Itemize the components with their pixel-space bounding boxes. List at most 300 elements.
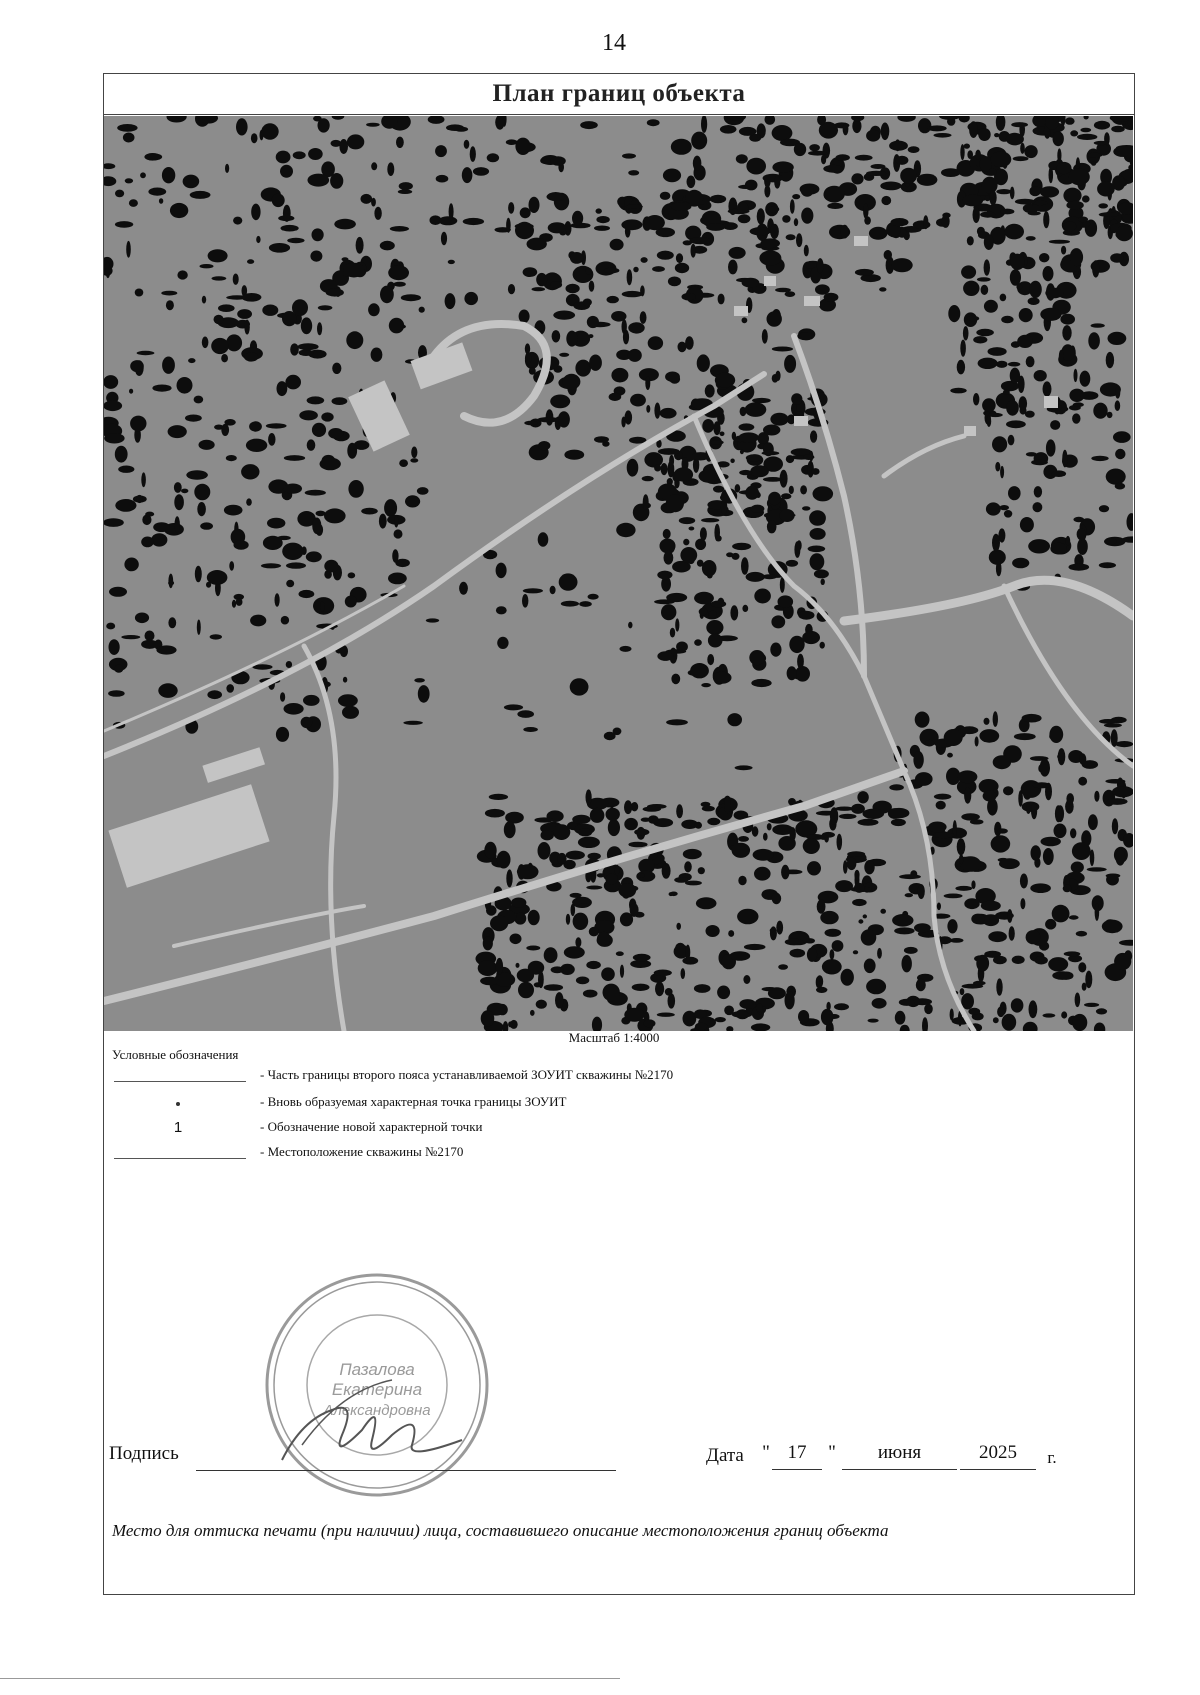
- vegetation-patch: [211, 338, 229, 354]
- vegetation-patch: [118, 466, 134, 473]
- vegetation-patch: [754, 589, 771, 604]
- vegetation-patch: [464, 140, 470, 149]
- vegetation-patch: [129, 199, 138, 207]
- vegetation-patch: [200, 264, 214, 268]
- vegetation-patch: [448, 260, 455, 264]
- vegetation-patch: [772, 125, 793, 141]
- vegetation-patch: [835, 807, 854, 811]
- vegetation-patch: [984, 718, 990, 725]
- vegetation-patch: [439, 216, 458, 225]
- vegetation-patch: [770, 413, 788, 426]
- vegetation-patch: [729, 247, 746, 259]
- vegetation-patch: [583, 990, 598, 998]
- vegetation-patch: [326, 288, 344, 296]
- vegetation-patch: [1017, 335, 1033, 348]
- vegetation-patch: [1013, 156, 1029, 161]
- vegetation-patch: [256, 236, 260, 243]
- vegetation-patch: [305, 490, 326, 496]
- vegetation-patch: [728, 930, 734, 937]
- vegetation-patch: [490, 915, 508, 931]
- vegetation-patch: [866, 171, 886, 176]
- vegetation-patch: [670, 628, 675, 638]
- vegetation-patch: [884, 250, 892, 260]
- vegetation-patch: [1054, 824, 1067, 839]
- vegetation-patch: [1070, 248, 1083, 266]
- vegetation-patch: [813, 486, 834, 501]
- vegetation-patch: [550, 156, 565, 165]
- signature-label: Подпись: [109, 1443, 179, 1464]
- vegetation-patch: [177, 377, 193, 394]
- vegetation-patch: [537, 417, 559, 422]
- vegetation-patch: [250, 615, 266, 627]
- vegetation-patch: [866, 130, 880, 142]
- vegetation-patch: [993, 1017, 999, 1023]
- vegetation-patch: [564, 450, 584, 460]
- vegetation-patch: [559, 353, 569, 357]
- vegetation-patch: [380, 286, 394, 304]
- vegetation-patch: [648, 815, 659, 823]
- vegetation-patch: [517, 864, 539, 879]
- vegetation-patch: [1003, 786, 1013, 795]
- vegetation-patch: [969, 121, 978, 138]
- vegetation-patch: [588, 334, 593, 338]
- vegetation-patch: [891, 819, 906, 826]
- date-month: июня: [877, 1442, 922, 1463]
- vegetation-patch: [933, 832, 954, 838]
- vegetation-patch: [141, 472, 146, 487]
- vegetation-patch: [1018, 790, 1023, 806]
- vegetation-patch: [1010, 187, 1015, 200]
- vegetation-patch: [640, 311, 647, 324]
- vegetation-patch: [963, 326, 969, 340]
- vegetation-patch: [301, 317, 312, 334]
- vegetation-patch: [984, 300, 998, 313]
- vegetation-patch: [538, 441, 550, 450]
- vegetation-patch: [1097, 181, 1115, 196]
- vegetation-patch: [700, 527, 707, 541]
- vegetation-patch: [175, 516, 180, 532]
- vegetation-patch: [689, 237, 711, 244]
- vegetation-patch: [967, 316, 979, 321]
- vegetation-patch: [801, 208, 813, 224]
- vegetation-patch: [1064, 221, 1077, 231]
- vegetation-patch: [338, 694, 358, 707]
- vegetation-patch: [236, 118, 248, 135]
- vegetation-patch: [825, 929, 842, 937]
- vegetation-patch: [996, 978, 1002, 995]
- vegetation-patch: [730, 459, 734, 464]
- vegetation-patch: [1069, 169, 1090, 186]
- vegetation-patch: [978, 358, 998, 369]
- vegetation-patch: [124, 558, 138, 572]
- vegetation-patch: [1006, 133, 1024, 146]
- vegetation-patch: [652, 266, 665, 272]
- vegetation-patch: [601, 967, 615, 981]
- vegetation-patch: [251, 133, 258, 143]
- vegetation-patch: [857, 791, 868, 803]
- vegetation-patch: [803, 838, 820, 854]
- vegetation-patch: [995, 462, 1000, 472]
- vegetation-patch: [487, 153, 499, 162]
- vegetation-patch: [553, 824, 570, 840]
- vegetation-patch: [1059, 972, 1073, 980]
- point-symbol: [112, 1094, 244, 1110]
- vegetation-patch: [950, 938, 964, 943]
- vegetation-patch: [566, 851, 585, 860]
- vegetation-patch: [608, 819, 620, 836]
- vegetation-patch: [727, 713, 742, 726]
- vegetation-patch: [622, 291, 643, 297]
- vegetation-patch: [1043, 381, 1052, 396]
- vegetation-patch: [307, 439, 316, 450]
- vegetation-patch: [343, 677, 347, 683]
- vegetation-patch: [616, 951, 624, 956]
- vegetation-patch: [1072, 1014, 1087, 1031]
- vegetation-patch: [863, 809, 885, 819]
- vegetation-patch: [694, 639, 702, 646]
- vegetation-patch: [158, 683, 177, 698]
- vegetation-patch: [628, 622, 632, 629]
- vegetation-patch: [1039, 253, 1049, 262]
- vegetation-patch: [1069, 915, 1079, 919]
- vegetation-patch: [781, 493, 791, 499]
- vegetation-patch: [863, 914, 867, 918]
- vegetation-patch: [713, 672, 732, 684]
- vegetation-patch: [226, 684, 234, 693]
- vegetation-patch: [1004, 224, 1024, 240]
- vegetation-patch: [706, 925, 720, 937]
- vegetation-patch: [667, 494, 684, 512]
- vegetation-patch: [1026, 356, 1035, 367]
- vegetation-patch: [1028, 211, 1041, 215]
- vegetation-patch: [1028, 539, 1050, 553]
- vegetation-patch: [188, 358, 195, 363]
- vegetation-patch: [997, 828, 1008, 833]
- vegetation-patch: [1112, 818, 1118, 834]
- vegetation-patch: [497, 637, 508, 649]
- vegetation-patch: [379, 514, 387, 529]
- vegetation-patch: [753, 849, 774, 861]
- vegetation-patch: [881, 196, 891, 205]
- vegetation-patch: [161, 291, 177, 296]
- vegetation-patch: [1052, 905, 1070, 923]
- vegetation-patch: [655, 982, 664, 997]
- vegetation-patch: [290, 343, 299, 355]
- vegetation-patch: [130, 416, 146, 432]
- vegetation-patch: [1026, 930, 1041, 944]
- vegetation-patch: [702, 560, 717, 577]
- vegetation-patch: [573, 913, 589, 930]
- vegetation-patch: [786, 234, 796, 240]
- vegetation-patch: [538, 532, 549, 547]
- vegetation-patch: [320, 601, 325, 612]
- vegetation-patch: [994, 133, 999, 137]
- vegetation-patch: [634, 829, 649, 836]
- vegetation-patch: [586, 886, 602, 890]
- vegetation-patch: [307, 396, 325, 404]
- vegetation-patch: [984, 259, 990, 275]
- vegetation-patch: [858, 819, 879, 826]
- vegetation-patch: [1070, 130, 1078, 136]
- vegetation-patch: [647, 119, 660, 126]
- vegetation-patch: [717, 986, 730, 1000]
- vegetation-patch: [303, 695, 320, 706]
- vegetation-patch: [524, 421, 537, 426]
- vegetation-patch: [262, 305, 278, 316]
- vegetation-patch: [648, 336, 663, 350]
- vegetation-patch: [839, 814, 857, 819]
- vegetation-patch: [1057, 162, 1072, 174]
- vegetation-patch: [928, 822, 946, 833]
- vegetation-patch: [770, 224, 779, 239]
- vegetation-patch: [696, 897, 717, 909]
- vegetation-patch: [899, 999, 915, 1006]
- vegetation-patch: [723, 222, 738, 230]
- vegetation-patch: [261, 123, 278, 139]
- vegetation-patch: [863, 204, 868, 219]
- vegetation-patch: [1107, 412, 1113, 418]
- vegetation-patch: [1077, 134, 1097, 140]
- vegetation-patch: [236, 598, 243, 606]
- vegetation-patch: [816, 987, 827, 993]
- vegetation-patch: [583, 299, 592, 307]
- vegetation-patch: [735, 484, 741, 492]
- vegetation-patch: [977, 277, 991, 281]
- vegetation-patch: [737, 202, 748, 214]
- vegetation-patch: [1111, 126, 1125, 133]
- vegetation-patch: [982, 177, 998, 194]
- vegetation-patch: [566, 331, 577, 347]
- vegetation-patch: [344, 263, 365, 278]
- vegetation-patch: [570, 893, 582, 898]
- vegetation-patch: [804, 245, 809, 257]
- vegetation-patch: [971, 880, 975, 889]
- vegetation-patch: [891, 258, 912, 272]
- vegetation-patch: [961, 813, 980, 820]
- vegetation-patch: [145, 631, 155, 642]
- vegetation-patch: [641, 257, 648, 263]
- vegetation-patch: [836, 154, 850, 161]
- vegetation-patch: [643, 494, 649, 510]
- vegetation-patch: [1091, 456, 1108, 461]
- vegetation-patch: [109, 639, 120, 655]
- vegetation-patch: [869, 227, 888, 240]
- vegetation-patch: [811, 468, 819, 475]
- vegetation-patch: [1073, 402, 1084, 407]
- vegetation-patch: [324, 560, 338, 573]
- point-label-symbol: 1: [173, 1119, 183, 1136]
- vegetation-patch: [151, 533, 167, 546]
- vegetation-patch: [141, 537, 154, 548]
- vegetation-patch: [790, 199, 795, 213]
- vegetation-patch: [594, 436, 609, 443]
- vegetation-patch: [802, 631, 820, 644]
- vegetation-patch: [963, 281, 979, 296]
- vegetation-patch: [895, 1011, 906, 1025]
- vegetation-patch: [544, 984, 563, 991]
- vegetation-patch: [991, 835, 1011, 852]
- vegetation-patch: [197, 620, 201, 635]
- vegetation-patch: [924, 1004, 933, 1014]
- vegetation-patch: [609, 393, 622, 401]
- vegetation-patch: [917, 174, 938, 186]
- vegetation-patch: [1006, 400, 1019, 416]
- vegetation-patch: [894, 927, 914, 934]
- vegetation-patch: [104, 433, 124, 443]
- vegetation-patch: [380, 241, 395, 251]
- vegetation-patch: [786, 455, 794, 463]
- vegetation-patch: [622, 153, 636, 158]
- vegetation-patch: [960, 988, 965, 995]
- vegetation-patch: [510, 934, 522, 945]
- vegetation-patch: [663, 529, 671, 539]
- vegetation-patch: [552, 330, 561, 342]
- vegetation-patch: [170, 203, 188, 218]
- vegetation-patch: [496, 606, 507, 614]
- vegetation-patch: [824, 293, 839, 302]
- vegetation-patch: [115, 446, 128, 463]
- vegetation-patch: [1088, 814, 1098, 830]
- vegetation-patch: [961, 726, 979, 734]
- vegetation-patch: [879, 287, 886, 291]
- vegetation-patch: [809, 144, 820, 151]
- vegetation-patch: [835, 880, 853, 892]
- line-symbol: [114, 1081, 246, 1082]
- vegetation-patch: [283, 205, 291, 222]
- vegetation-patch: [1010, 368, 1020, 384]
- vegetation-patch: [975, 736, 979, 746]
- vegetation-patch: [967, 236, 974, 245]
- vegetation-patch: [526, 946, 540, 951]
- vegetation-patch: [504, 821, 516, 838]
- vegetation-patch: [654, 464, 661, 471]
- vegetation-patch: [206, 582, 211, 588]
- vegetation-patch: [950, 1009, 954, 1021]
- vegetation-patch: [226, 334, 242, 351]
- vegetation-patch: [642, 476, 654, 481]
- vegetation-patch: [916, 979, 926, 991]
- vegetation-patch: [226, 455, 237, 461]
- vegetation-patch: [334, 219, 356, 230]
- vegetation-patch: [446, 124, 464, 131]
- vegetation-patch: [194, 396, 204, 404]
- vegetation-patch: [462, 167, 473, 183]
- vegetation-patch: [1050, 543, 1066, 555]
- vegetation-patch: [200, 522, 213, 529]
- vegetation-patch: [249, 421, 262, 431]
- vegetation-patch: [298, 343, 319, 350]
- vegetation-patch: [596, 208, 602, 213]
- vegetation-patch: [1106, 469, 1126, 485]
- vegetation-patch: [996, 361, 1007, 368]
- vegetation-patch: [774, 176, 780, 189]
- vegetation-patch: [841, 969, 854, 986]
- vegetation-patch: [822, 959, 842, 974]
- vegetation-patch: [1072, 413, 1080, 423]
- vegetation-patch: [518, 982, 534, 999]
- vegetation-patch: [1000, 294, 1007, 302]
- vegetation-patch: [752, 826, 759, 836]
- vegetation-patch: [347, 443, 357, 459]
- vegetation-patch: [299, 410, 318, 420]
- vegetation-patch: [190, 191, 211, 199]
- date-day-line: [772, 1469, 822, 1470]
- vegetation-patch: [691, 244, 696, 258]
- stamp-place-note: Место для оттиска печати (при наличии) лица, составившего описание местоположения границ объекта: [112, 1521, 889, 1540]
- vegetation-patch: [208, 249, 228, 262]
- vegetation-patch: [1082, 195, 1090, 202]
- vegetation-patch: [312, 423, 326, 437]
- vegetation-patch: [745, 486, 759, 500]
- vegetation-patch: [1043, 211, 1049, 228]
- vegetation-patch: [989, 190, 996, 205]
- vegetation-patch: [628, 170, 639, 175]
- vegetation-patch: [553, 311, 575, 320]
- vegetation-patch: [233, 274, 239, 285]
- vegetation-patch: [695, 822, 702, 829]
- vegetation-patch: [1053, 131, 1064, 146]
- vegetation-patch: [418, 685, 430, 703]
- vegetation-patch: [1058, 748, 1066, 765]
- vegetation-patch: [899, 874, 921, 879]
- vegetation-patch: [738, 214, 751, 223]
- vegetation-patch: [627, 459, 639, 477]
- vegetation-patch: [136, 495, 143, 503]
- vegetation-patch: [790, 949, 806, 958]
- vegetation-patch: [724, 1006, 734, 1016]
- vegetation-patch: [318, 118, 330, 132]
- vegetation-patch: [762, 329, 768, 344]
- vegetation-patch: [1034, 486, 1042, 497]
- vegetation-patch: [1066, 201, 1083, 210]
- vegetation-patch: [551, 966, 564, 973]
- vegetation-patch: [861, 929, 877, 945]
- vegetation-patch: [968, 1008, 980, 1015]
- aerial-map-image: [104, 116, 1133, 1031]
- vegetation-patch: [743, 975, 750, 984]
- vegetation-patch: [742, 278, 760, 288]
- vegetation-patch: [763, 425, 780, 436]
- vegetation-patch: [396, 137, 404, 148]
- vegetation-patch: [908, 146, 920, 153]
- vegetation-patch: [317, 322, 322, 335]
- page-number: 14: [602, 30, 626, 56]
- vegetation-patch: [1074, 369, 1078, 382]
- vegetation-patch: [732, 432, 736, 440]
- vegetation-patch: [973, 393, 979, 405]
- vegetation-patch: [981, 285, 989, 295]
- vegetation-patch: [485, 809, 505, 818]
- vegetation-patch: [654, 970, 672, 977]
- vegetation-patch: [515, 222, 534, 239]
- vegetation-patch: [508, 202, 514, 214]
- vegetation-patch: [580, 121, 598, 129]
- vegetation-patch: [925, 740, 934, 747]
- vegetation-patch: [506, 218, 511, 233]
- vegetation-patch: [589, 281, 595, 292]
- vegetation-patch: [1088, 332, 1100, 349]
- vegetation-patch: [523, 727, 538, 732]
- vegetation-patch: [523, 267, 538, 277]
- vegetation-patch: [1048, 957, 1068, 971]
- vegetation-patch: [745, 402, 767, 417]
- vegetation-patch: [1077, 538, 1088, 555]
- vegetation-patch: [999, 505, 1009, 510]
- vegetation-patch: [517, 710, 534, 718]
- vegetation-patch: [417, 487, 429, 495]
- vegetation-patch: [130, 360, 144, 372]
- vegetation-patch: [693, 156, 702, 171]
